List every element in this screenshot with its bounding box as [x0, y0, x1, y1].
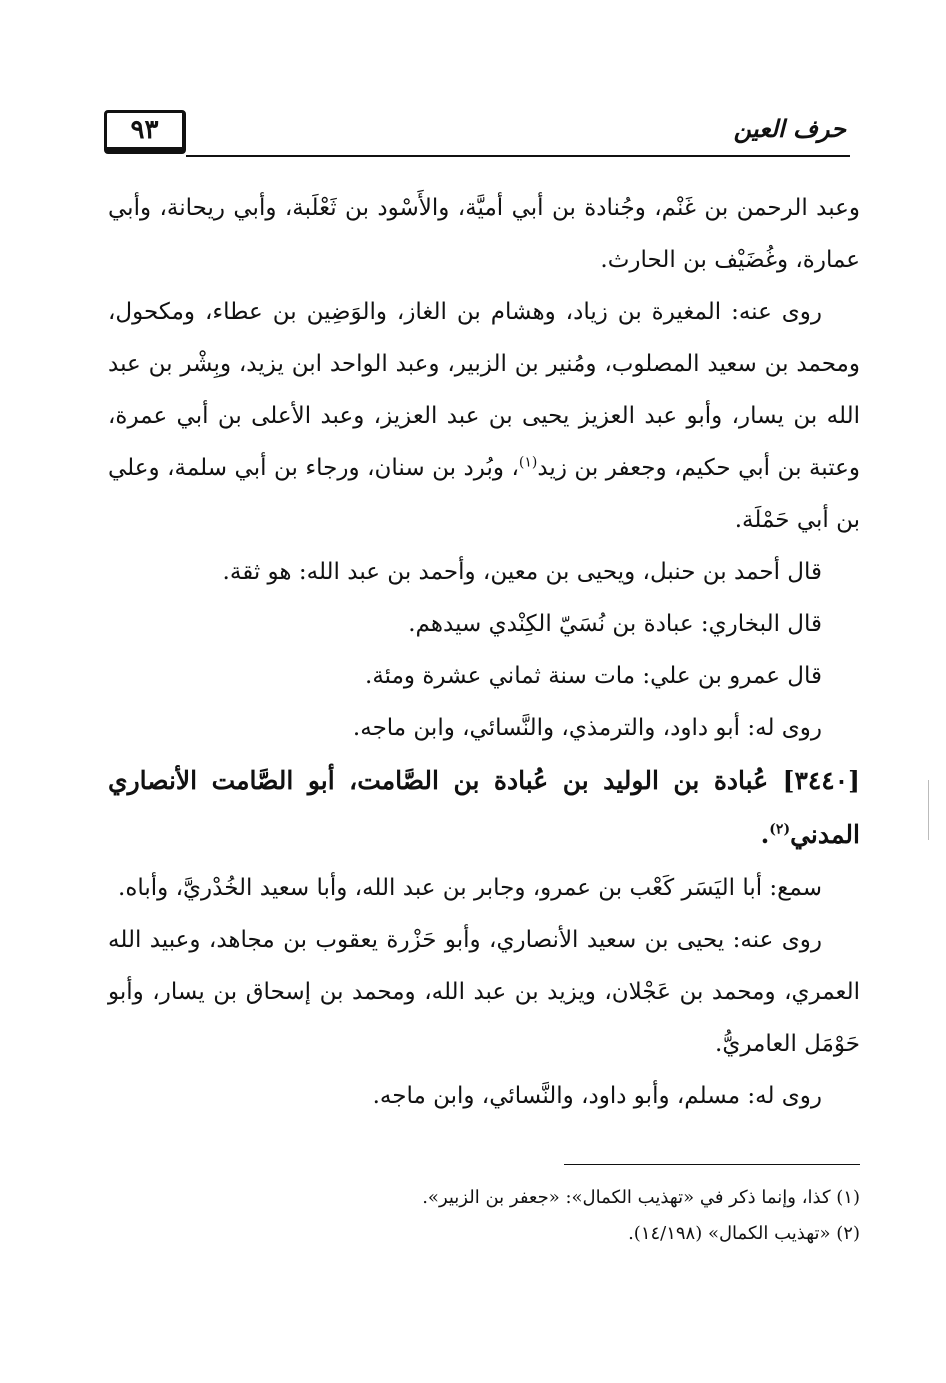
- paragraph: روى له: مسلم، وأبو داود، والنَّسائي، وابن ماجه.: [372, 1083, 822, 1109]
- paragraph: قال عمرو بن علي: مات سنة ثماني عشرة ومئة.: [365, 663, 822, 689]
- footnote-ref-1[interactable]: (١): [518, 454, 538, 471]
- paragraph: روى له: أبو داود، والترمذي، والنَّسائي، وابن ماجه.: [352, 715, 822, 741]
- main-text: [108, 182, 860, 1122]
- paragraph-text: روى عنه: المغيرة بن زياد، وهشام بن الغاز، والوَضِين بن عطاء، ومكحول، ومحمد بن سعيد المصلوب، ومُنير بن الزبير، وعبد الواحد ابن يزيد، وبِشْر بن عبد الله بن يسار، وأبو عبد العزيز يحيى بن عبد العزيز، وعبد الأعلى بن أبي عمرة، وعتبة بن أبي حكيم، وجعفر بن زيد: [108, 299, 860, 481]
- footnotes: [108, 1180, 860, 1252]
- entry-heading: [108, 754, 860, 862]
- paragraph: قال أحمد بن حنبل، ويحيى بن معين، وأحمد بن عبد الله: هو ثقة.: [222, 559, 822, 585]
- paragraph-text-rest: ، وبُرد بن سنان، ورجاء بن أبي سلمة، وعلي بن أبي حَمْلَة.: [108, 455, 860, 533]
- paragraph: وعبد الرحمن بن غَنْم، وجُنادة بن أبي أميَّة، والأَسْود بن ثَعْلَبة، وأبي ريحانة، وأبي عمارة، وغُضَيْف بن الحارث.: [108, 195, 860, 273]
- paragraph: قال البخاري: عبادة بن نُسَيّ الكِنْدي سيدهم.: [408, 611, 822, 637]
- footnote-rule: [564, 1164, 860, 1165]
- entry-heading-end: .: [760, 820, 770, 849]
- paragraph: روى عنه: يحيى بن سعيد الأنصاري، وأبو حَزْرة يعقوب بن مجاهد، وعبيد الله العمري، ومحمد بن عَجْلان، ويزيد بن عبد الله، ومحمد بن إسحاق بن يسار، وأبو حَوْمَل العامريُّ.: [108, 927, 860, 1057]
- footnote-ref-2[interactable]: (٢): [769, 821, 791, 838]
- running-title: حرف العين: [733, 114, 846, 143]
- entry-heading-text: [٣٤٤٠] عُبادة بن الوليد بن عُبادة بن الصَّامت، أبو الصَّامت الأنصاري المدني: [108, 766, 860, 849]
- scan-edge-mark: [928, 780, 929, 840]
- footnote-2: (٢) «تهذيب الكمال» (١٤/١٩٨).: [628, 1223, 860, 1244]
- header-rule: [186, 155, 850, 157]
- footnote-1: (١) كذا، وإنما ذكر في «تهذيب الكمال»: «جعفر بن الزبير».: [422, 1187, 860, 1208]
- paragraph: سمع: أبا اليَسَر كَعْب بن عمرو، وجابر بن عبد الله، وأبا سعيد الخُدْريَّ، وأباه.: [118, 875, 822, 901]
- narrators-paragraph: [108, 286, 860, 546]
- page-number: ٩٣: [104, 110, 186, 154]
